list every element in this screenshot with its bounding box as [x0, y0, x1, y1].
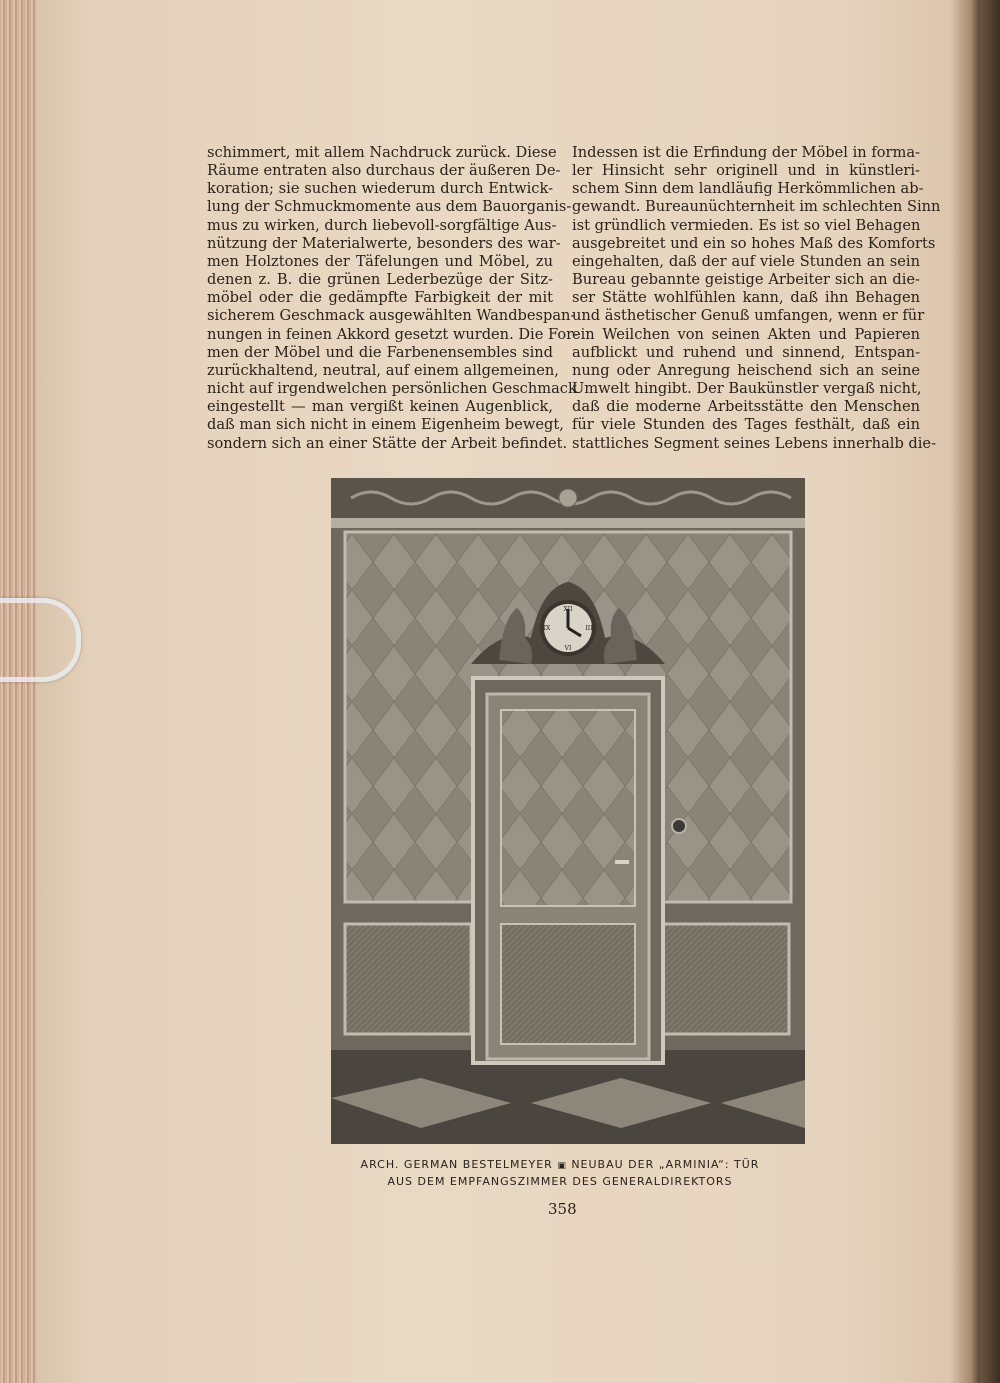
text-line: daß man sich nicht in einem Eigenheim bewegt, — [207, 416, 564, 434]
text-line: sicherem Geschmack ausgewählten Wandbespan- — [207, 307, 576, 325]
caption-building: NEUBAU DER „ARMINIA“: TÜR — [571, 1158, 760, 1171]
text-line: lung der Schmuckmomente aus dem Bauorganis- — [207, 198, 572, 216]
text-line: denen z. B. die grünen Lederbezüge der Sitz- — [207, 271, 553, 289]
text-line: men Holztones der Täfelungen und Möbel, zu — [207, 252, 553, 270]
text-line: Indessen ist die Erfindung der Möbel in forma- — [572, 144, 920, 161]
page-number: 358 — [548, 1200, 577, 1218]
text-line: Bureau gebannte geistige Arbeiter sich an die- — [572, 271, 920, 289]
caption-architect: ARCH. GERMAN BESTELMEYER — [360, 1158, 553, 1171]
photograph — [331, 478, 805, 1144]
caption-separator-icon: ▣ — [557, 1161, 567, 1171]
caption-line-2: AUS DEM EMPFANGSZIMMER DES GENERALDIREKTORS — [387, 1175, 733, 1188]
text-line: nung oder Anregung heischend sich an seine — [572, 361, 920, 379]
text-line: nützung der Materialwerte, besonders des war- — [207, 234, 561, 252]
text-column-left — [207, 144, 579, 453]
spine-shadow — [950, 0, 980, 1383]
svg-text:IX: IX — [543, 625, 551, 632]
text-line: schimmert, mit allem Nachdruck zurück. Diese — [207, 144, 557, 161]
svg-text:III: III — [585, 625, 593, 632]
text-line: möbel oder die gedämpfte Farbigkeit der mit — [207, 289, 553, 307]
text-column-right — [572, 144, 941, 453]
figure-caption — [300, 1157, 820, 1189]
page-stack-edges — [0, 0, 40, 1383]
text-line: sondern sich an einer Stätte der Arbeit befindet. — [207, 434, 568, 452]
text-line: Räume entraten also durchaus der äußeren De- — [207, 162, 561, 180]
paper-clip — [0, 598, 81, 682]
text-line: nungen in feinen Akkord gesetzt wurden. Die For- — [207, 325, 579, 343]
text-line: und ästhetischer Genuß umfangen, wenn er für — [572, 307, 925, 325]
text-line: koration; sie suchen wiederum durch Entwick- — [207, 180, 553, 198]
text-line: eingestellt — man vergißt keinen Augenblick, — [207, 398, 553, 416]
text-line: ler Hinsicht sehr originell und in künstleri- — [572, 162, 920, 180]
text-line: ist gründlich vermieden. Es ist so viel Behagen — [572, 216, 921, 234]
text-line: nicht auf irgendwelchen persönlichen Geschmack — [207, 380, 577, 398]
text-line: eingehalten, daß der auf viele Stunden an sein — [572, 252, 920, 270]
text-line: mus zu wirken, durch liebevoll-sorgfältige Aus- — [207, 216, 557, 234]
caption-line-1 — [300, 1157, 820, 1174]
text-line: ser Stätte wohlfühlen kann, daß ihn Behagen — [572, 289, 920, 307]
text-line: Umwelt hingibt. Der Baukünstler vergaß nicht, — [572, 380, 922, 398]
text-line: gewandt. Bureaunüchternheit im schlechten Sinn — [572, 198, 941, 216]
text-line: daß die moderne Arbeitsstätte den Menschen — [572, 398, 920, 416]
svg-text:XII: XII — [563, 606, 573, 613]
text-line: stattliches Segment seines Lebens innerhalb die- — [572, 434, 937, 452]
text-line: ein Weilchen von seinen Akten und Papieren — [572, 325, 920, 343]
text-line: schem Sinn dem landläufig Herkömmlichen ab- — [572, 180, 924, 198]
next-page-edge — [980, 0, 1000, 1383]
text-line: men der Möbel und die Farbenensembles sind — [207, 343, 553, 361]
text-line: für viele Stunden des Tages festhält, daß ein — [572, 416, 920, 434]
text-line: zurückhaltend, neutral, auf einem allgemeinen, — [207, 361, 559, 379]
door-with-clock-photo — [331, 478, 805, 1144]
svg-text:VI: VI — [564, 645, 572, 652]
text-line: aufblickt und ruhend und sinnend, Entspan- — [572, 343, 920, 361]
text-line: ausgebreitet und ein so hohes Maß des Komforts — [572, 234, 936, 252]
